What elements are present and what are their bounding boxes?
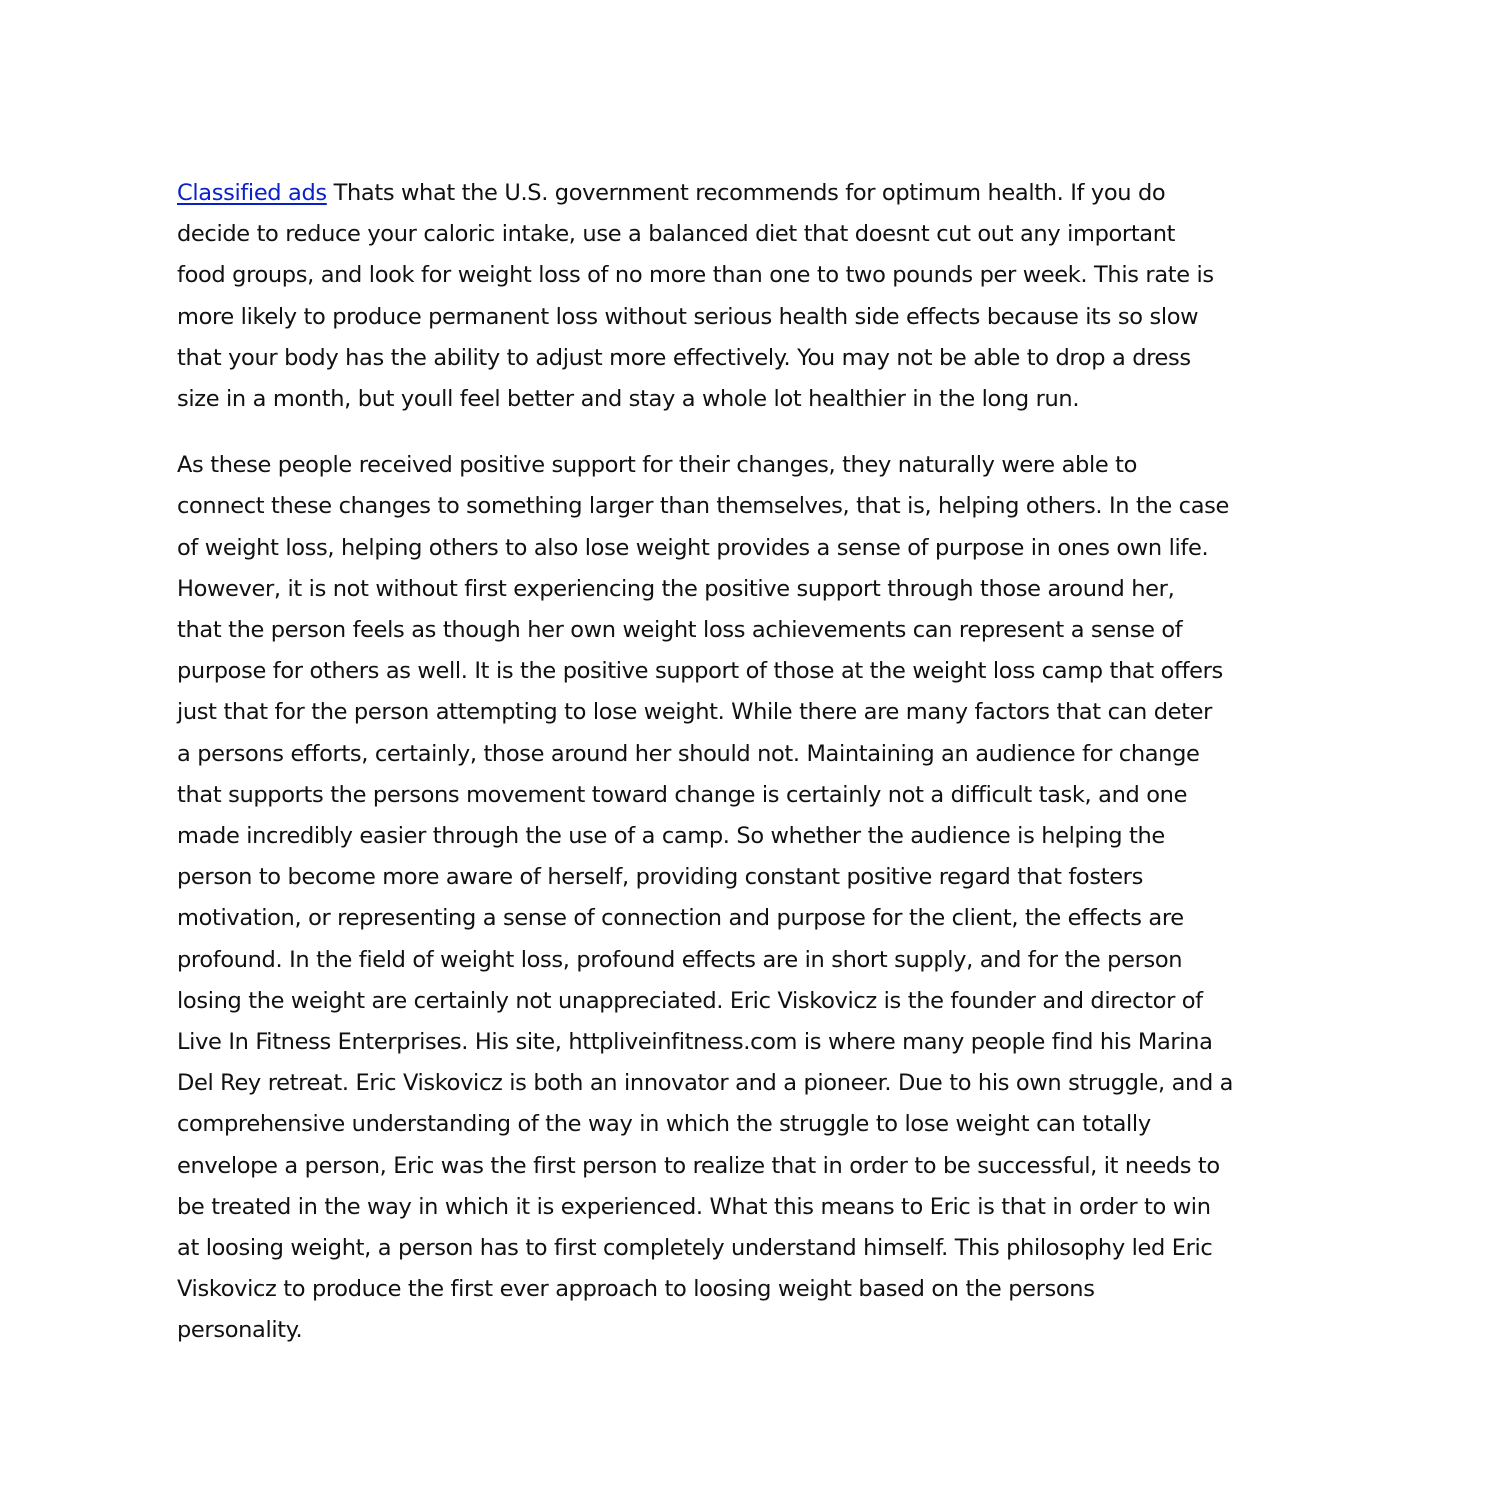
paragraph-1-line-1-text: Thats what the U.S. government recommends for optimum health. If you do bbox=[326, 180, 1166, 206]
paragraph-2-line-13: profound. In the field of weight loss, profound effects are in short supply, and for the person bbox=[177, 946, 1183, 973]
paragraph-1-line-1 bbox=[177, 173, 1327, 214]
paragraph-1-line-2: decide to reduce your caloric intake, use a balanced diet that doesnt cut out any important bbox=[177, 221, 1176, 248]
paragraph-2-line-21: Viskovicz to produce the first ever approach to loosing weight based on the persons bbox=[177, 1276, 1095, 1303]
paragraph-1-line-5: that your body has the ability to adjust more effectively. You may not be able to drop a dress bbox=[177, 344, 1191, 371]
paragraph-1-line-6: size in a month, but youll feel better and stay a whole lot healthier in the long run. bbox=[177, 386, 1080, 413]
paragraph-2-line-5: that the person feels as though her own weight loss achievements can represent a sense of bbox=[177, 617, 1183, 644]
paragraph-2-line-16: Del Rey retreat. Eric Viskovicz is both an innovator and a pioneer. Due to his own struggle, and a bbox=[177, 1070, 1234, 1097]
paragraph-2-line-2: connect these changes to something larger than themselves, that is, helping others. In the case bbox=[177, 493, 1230, 520]
paragraph-2-line-20: at loosing weight, a person has to first completely understand himself. This philosophy led Eric bbox=[177, 1235, 1213, 1262]
paragraph-2-line-6: purpose for others as well. It is the positive support of those at the weight loss camp that offers bbox=[177, 658, 1223, 685]
paragraph-2-line-15: Live In Fitness Enterprises. His site, httpliveinfitness.com is where many people find his Marina bbox=[177, 1029, 1213, 1056]
paragraph-2-line-17: comprehensive understanding of the way in which the struggle to lose weight can totally bbox=[177, 1111, 1151, 1138]
paragraph-2-line-19: be treated in the way in which it is experienced. What this means to Eric is that in order to win bbox=[177, 1193, 1211, 1220]
paragraph-2-line-8: a persons efforts, certainly, those around her should not. Maintaining an audience for change bbox=[177, 740, 1200, 767]
paragraph-1 bbox=[177, 173, 1327, 420]
paragraph-2-line-3: of weight loss, helping others to also lose weight provides a sense of purpose in ones own life. bbox=[177, 534, 1209, 561]
paragraph-2-line-9: that supports the persons movement toward change is certainly not a difficult task, and one bbox=[177, 781, 1188, 808]
paragraph-2-line-12: motivation, or representing a sense of connection and purpose for the client, the effects are bbox=[177, 905, 1184, 932]
paragraph-2-line-14: losing the weight are certainly not unappreciated. Eric Viskovicz is the founder and director of bbox=[177, 987, 1203, 1014]
paragraph-2-line-4: However, it is not without first experiencing the positive support through those around her, bbox=[177, 575, 1175, 602]
paragraph-2-line-1: As these people received positive support for their changes, they naturally were able to bbox=[177, 452, 1138, 479]
paragraph-1-line-3: food groups, and look for weight loss of no more than one to two pounds per week. This rate is bbox=[177, 262, 1214, 289]
classified-ads-link[interactable]: Classified ads bbox=[177, 180, 327, 206]
document-body bbox=[177, 173, 1327, 1377]
paragraph-2 bbox=[177, 445, 1327, 1351]
paragraph-2-line-18: envelope a person, Eric was the first person to realize that in order to be successful, it needs to bbox=[177, 1152, 1220, 1179]
paragraph-2-line-10: made incredibly easier through the use of a camp. So whether the audience is helping the bbox=[177, 823, 1165, 850]
paragraph-2-line-22: personality. bbox=[177, 1317, 303, 1344]
paragraph-2-line-11: person to become more aware of herself, providing constant positive regard that fosters bbox=[177, 864, 1143, 891]
paragraph-1-line-4: more likely to produce permanent loss without serious health side effects because its so slow bbox=[177, 303, 1199, 330]
paragraph-2-line-7: just that for the person attempting to lose weight. While there are many factors that can deter bbox=[177, 699, 1213, 726]
